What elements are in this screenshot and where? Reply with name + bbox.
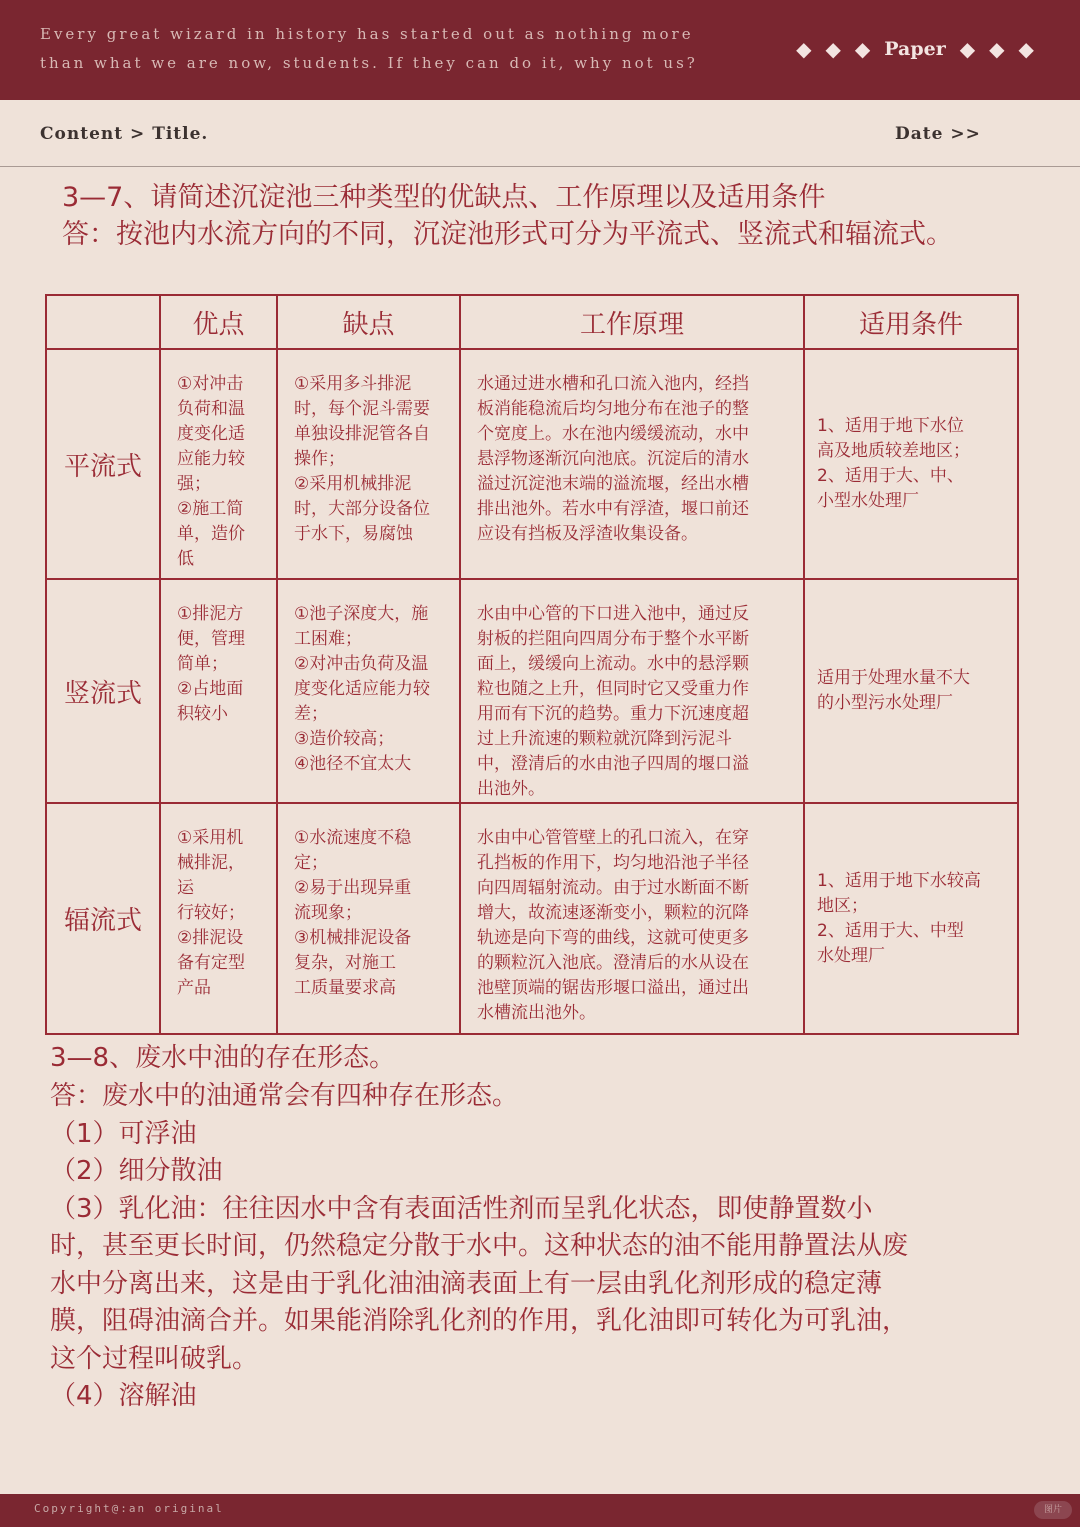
- paper-label: Paper: [884, 38, 946, 60]
- cell-line: 射板的拦阻向四周分布于整个水平断: [477, 629, 749, 649]
- copyright-text: Copyright@:an original: [34, 1502, 224, 1515]
- answer-line: 答：废水中的油通常会有四种存在形态。: [50, 1081, 519, 1111]
- image-badge: 图片: [1034, 1501, 1072, 1519]
- cell-line: 定；: [294, 853, 328, 873]
- cell-line: 高及地质较差地区；: [817, 441, 970, 461]
- cell-line: 轨迹是向下弯的曲线，这就可使更多: [477, 928, 749, 948]
- cell-line: ①池子深度大，施: [294, 604, 429, 624]
- cell-line: 适用于处理水量不大: [817, 668, 970, 688]
- cell-line: 水槽流出池外。: [477, 1003, 596, 1023]
- pros-cell: [160, 349, 277, 579]
- cell-line: ①排泥方: [177, 604, 244, 624]
- cell-line: 于水下，易腐蚀: [294, 524, 413, 544]
- cell-line: 械排泥，: [177, 853, 245, 873]
- cell-line: 用而有下沉的趋势。重力下沉速度超: [477, 704, 749, 724]
- cell-line: 地区；: [817, 895, 868, 916]
- cell-line: 悬浮物逐渐沉向池底。沉淀后的清水: [477, 449, 749, 469]
- cell-line: 应能力较: [177, 449, 245, 469]
- answer-line: 时，甚至更长时间，仍然稳定分散于水中。这种状态的油不能用静置法从废: [50, 1231, 909, 1261]
- principle-cell: [460, 803, 804, 1034]
- cell-line: 流现象；: [294, 903, 362, 923]
- cell-line: ①水流速度不稳: [294, 828, 412, 848]
- paper-label-group: [780, 34, 1050, 64]
- cell-line: 低: [177, 549, 194, 569]
- cell-line: 产品: [177, 978, 211, 998]
- cell-line: 时，大部分设备位: [294, 499, 430, 519]
- header-cell-principle: 工作原理: [460, 295, 804, 349]
- cell-line: 2、适用于大、中、: [817, 466, 964, 486]
- cell-line: ②采用机械排泥: [294, 474, 412, 494]
- row-type: 平流式: [46, 349, 160, 579]
- cell-line: 2、适用于大、中型: [817, 920, 964, 941]
- header-bar: [0, 0, 1080, 100]
- cell-line: ②施工简: [177, 499, 244, 519]
- question-1-answer: 答：按池内水流方向的不同，沉淀池形式可分为平流式、竖流式和辐流式。: [62, 219, 953, 250]
- cell-line: ①对冲击: [177, 374, 244, 394]
- cell-line: 排出池外。若水中有浮渣，堰口前还: [477, 499, 749, 519]
- answer-line: （2）细分散油: [50, 1156, 223, 1186]
- breadcrumb: Content > Title.: [40, 124, 209, 144]
- cell-line: 单独设排泥管各自: [294, 424, 430, 444]
- cons-cell: [277, 349, 460, 579]
- cell-line: ③造价较高；: [294, 729, 395, 749]
- cell-line: 小型水处理厂: [817, 491, 919, 511]
- answer-line: 这个过程叫破乳。: [50, 1343, 259, 1374]
- cell-line: 差；: [294, 704, 328, 724]
- cell-line: ②易于出现异重: [294, 878, 412, 898]
- cell-line: 便，管理: [177, 629, 245, 649]
- header-cell-cons: 缺点: [277, 295, 460, 349]
- header-quote: [40, 20, 720, 78]
- row-type: 竖流式: [46, 579, 160, 803]
- cell-line: 出池外。: [477, 779, 545, 799]
- table-header-row: [46, 295, 1018, 349]
- cell-line: 强；: [177, 474, 211, 494]
- cell-line: ④池径不宜太大: [294, 754, 412, 774]
- table-row: [46, 349, 1018, 579]
- cell-line: 粒也随之上升，但同时它又受重力作: [477, 679, 749, 699]
- conditions-cell: [804, 349, 1018, 579]
- diamond-icon: ◆: [989, 37, 1005, 61]
- cell-line: 水由中心管的下口进入池中，通过反: [477, 604, 749, 624]
- cell-line: 个宽度上。水在池内缓缓流动，水中: [477, 424, 749, 444]
- cell-line: 水通过进水槽和孔口流入池内，经挡: [477, 374, 749, 394]
- cell-line: 向四周辐射流动。由于过水断面不断: [477, 878, 749, 898]
- header-cell-pros: 优点: [160, 295, 277, 349]
- cell-line: 度变化适: [177, 424, 245, 444]
- row-type: 辐流式: [46, 803, 160, 1034]
- cell-line: 负荷和温: [177, 399, 245, 419]
- quote-line-1: Every great wizard in history has started out as nothing more: [40, 25, 694, 43]
- cell-line: 的颗粒沉入池底。澄清后的水从设在: [477, 953, 749, 973]
- pros-cell: [160, 803, 277, 1034]
- cons-cell: [277, 579, 460, 803]
- cons-cell: [277, 803, 460, 1034]
- cell-line: 增大，故流速逐渐变小，颗粒的沉降: [477, 903, 749, 923]
- diamond-icon: ◆: [825, 37, 841, 61]
- cell-line: 过上升流速的颗粒就沉降到污泥斗: [477, 729, 732, 749]
- answer-line: （1）可浮油: [50, 1118, 197, 1149]
- principle-cell: [460, 349, 804, 579]
- pros-cell: [160, 579, 277, 803]
- cell-line: 工困难；: [294, 629, 362, 649]
- cell-line: 1、适用于地下水位: [817, 416, 964, 436]
- header-cell-conditions: 适用条件: [804, 295, 1018, 349]
- answer-line: 膜，阻碍油滴合并。如果能消除乳化剂的作用，乳化油即可转化为可乳油，: [50, 1306, 909, 1336]
- cell-line: ③机械排泥设备: [294, 928, 412, 948]
- cell-line: 水由中心管管壁上的孔口流入，在穿: [477, 828, 749, 848]
- cell-line: ①采用机: [177, 828, 244, 848]
- cell-line: ②对冲击负荷及温: [294, 654, 429, 674]
- question-2-title: 3—8、废水中油的存在形态。: [50, 1043, 396, 1073]
- cell-line: 应设有挡板及浮渣收集设备。: [477, 524, 698, 544]
- principle-cell: [460, 579, 804, 803]
- cell-line: 池壁顶端的锯齿形堰口溢出，通过出: [477, 978, 749, 998]
- cell-line: 复杂，对施工: [294, 953, 396, 973]
- cell-line: 中，澄清后的水由池子四周的堰口溢: [477, 754, 749, 774]
- cell-line: 溢过沉淀池末端的溢流堰，经出水槽: [477, 474, 749, 494]
- cell-line: 水处理厂: [817, 945, 885, 966]
- date-label: Date >>: [895, 124, 981, 144]
- cell-line: ②排泥设: [177, 928, 244, 948]
- cell-line: 板消能稳流后均匀地分布在池子的整: [477, 399, 749, 419]
- cell-line: 工质量要求高: [294, 978, 396, 998]
- diamond-icon: ◆: [959, 37, 976, 61]
- footer-bar: [0, 1494, 1080, 1527]
- comparison-table: [45, 294, 1019, 1035]
- conditions-cell: [804, 579, 1018, 803]
- cell-line: 面上，缓缓向上流动。水中的悬浮颗: [477, 654, 749, 674]
- cell-line: ①采用多斗排泥: [294, 374, 412, 394]
- header-cell-empty: [46, 295, 160, 349]
- cell-line: 单，造价: [177, 524, 245, 544]
- cell-line: 时，每个泥斗需要: [294, 399, 430, 419]
- cell-line: ②占地面: [177, 679, 244, 699]
- answer-line: 水中分离出来，这是由于乳化油油滴表面上有一层由乳化剂形成的稳定薄: [50, 1268, 883, 1299]
- table-row: [46, 579, 1018, 803]
- cell-line: 孔挡板的作用下，均匀地沿池子半径: [477, 853, 749, 873]
- question-2-section: [50, 1038, 1040, 1416]
- cell-line: 简单；: [177, 654, 228, 674]
- cell-line: 度变化适应能力较: [294, 679, 430, 699]
- table-row: [46, 803, 1018, 1034]
- diamond-icon: ◆: [1018, 37, 1034, 61]
- cell-line: 操作；: [294, 449, 345, 469]
- cell-line: 行较好；: [177, 903, 245, 923]
- diamond-icon: ◆: [796, 37, 812, 61]
- cell-line: 积较小: [177, 704, 228, 724]
- cell-line: 备有定型: [177, 953, 245, 973]
- answer-line: （3）乳化油：往往因水中含有表面活性剂而呈乳化状态，即使静置数小: [50, 1193, 873, 1224]
- quote-line-2: than what we are now, students. If they can do it, why not us?: [40, 54, 698, 72]
- cell-line: 运: [177, 878, 194, 898]
- cell-line: 1、适用于地下水较高: [817, 870, 981, 891]
- conditions-cell: [804, 803, 1018, 1034]
- cell-line: 的小型污水处理厂: [817, 693, 953, 713]
- question-1-title: 3—7、请简述沉淀池三种类型的优缺点、工作原理以及适用条件: [62, 182, 826, 213]
- diamond-icon: ◆: [854, 37, 871, 61]
- answer-line: （4）溶解油: [50, 1381, 197, 1411]
